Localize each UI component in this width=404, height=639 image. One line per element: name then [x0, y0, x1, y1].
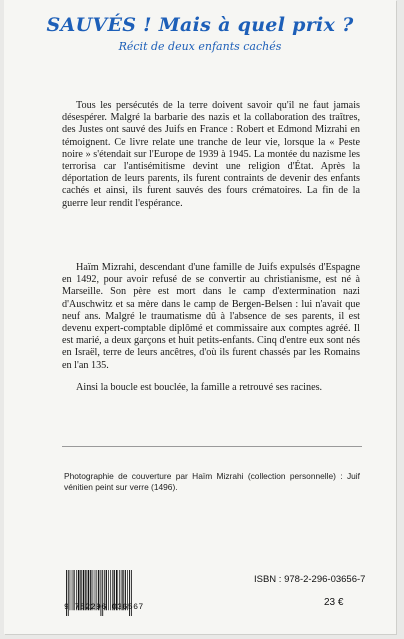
book-subtitle: Récit de deux enfants cachés: [118, 40, 282, 53]
synopsis-paragraph: Tous les persécutés de la terre doivent savoir qu'il ne faut jamais désespérer. Malgré la barbarie des nazis et la collaboration des traîtres, des Justes ont sauvé des Juifs en France : Robert et Edmond Mizrahi en témoignent. Ce livre relate une tranche de leur vie, lorsque la « Peste noire » s'étendait sur l'Europe de 1939 à 1945. La montée du nazisme les terrorisa car l'antisémitisme devint une religion d'État. Après la déportation de leurs parents, ils furent contraints de devenir des enfants cachés et ainsi, ils furent sauvés des fours crématoires. La fin de la guerre leur rendit l'espérance.: [62, 100, 360, 209]
isbn-label: ISBN : 978-2-296-03656-7: [254, 574, 366, 585]
author-bio-paragraph: Haïm Mizrahi, descendant d'une famille de Juifs expulsés d'Espagne en 1492, pour avoir refusé de se convertir au christianisme, est né à Marseille. Son père est mort dans le camp d'extermination nazi d'Auschwitz et sa mère dans le camp de Bergen-Belsen : lui n'avait que neuf ans. Malgré le traumatisme dû à l'absence de ses parents, il est devenu expert-comptable diplômé et commissaire aux comptes agréé. Il est marié, a deux garçons et huit petits-enfants. Cinq d'entre eux sont nés en Israël, terre de leurs ancêtres, d'où ils furent chassés par les Romains en l'an 135.: [62, 262, 360, 371]
barcode-number: 9 782296 036567: [64, 603, 144, 612]
book-title: SAUVÉS ! Mais à quel prix ?: [46, 14, 354, 36]
price-label: 23 €: [324, 597, 344, 608]
cover-photo-caption: Photographie de couverture par Haïm Mizrahi (collection personnelle) : Juif vénitien peint sur verre (1496).: [64, 471, 360, 492]
book-back-cover: [4, 0, 396, 634]
closing-paragraph: Ainsi la boucle est bouclée, la famille a retrouvé ses racines.: [76, 382, 323, 393]
divider: [62, 446, 362, 447]
